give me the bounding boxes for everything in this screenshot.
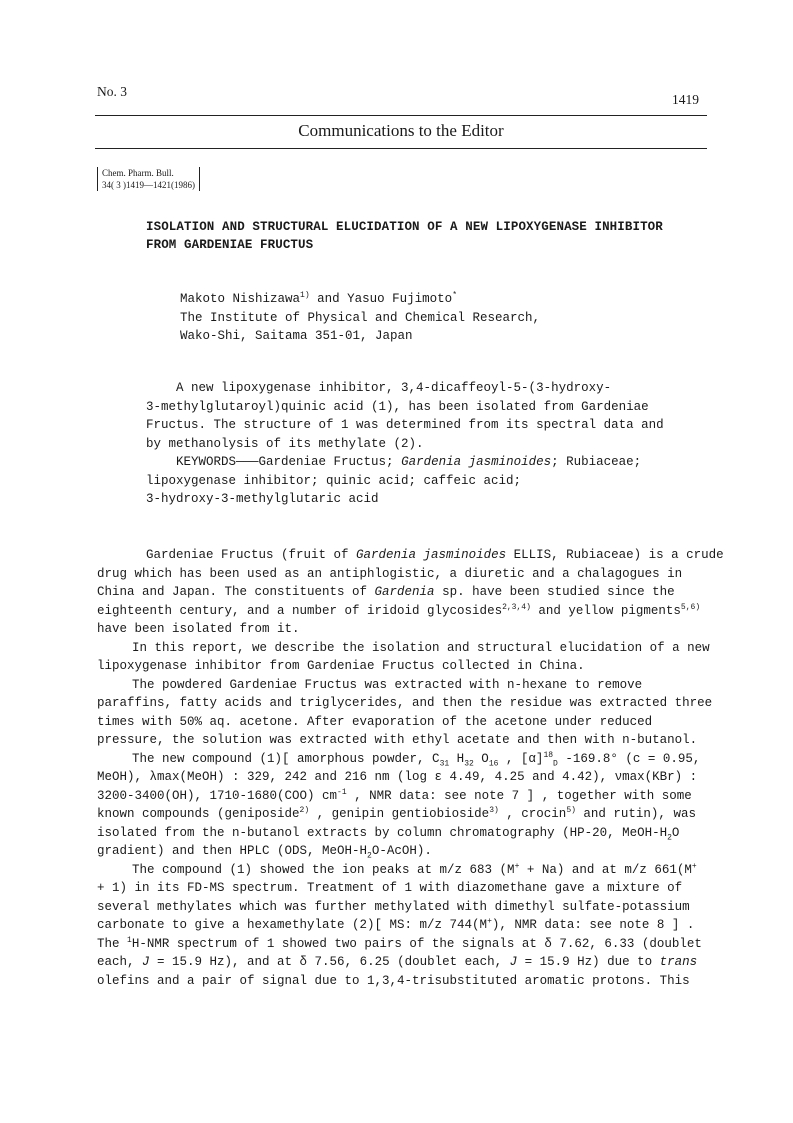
author-and: and	[309, 292, 348, 306]
author-2: Yasuo Fujimoto	[347, 292, 453, 306]
body-line: paraffins, fatty acids and triglycerides, and then the residue was extracted three	[97, 696, 713, 710]
header-rule-top	[95, 115, 707, 116]
title-line-1: ISOLATION AND STRUCTURAL ELUCIDATION OF A NEW LIPOXYGENASE INHIBITOR	[146, 220, 663, 234]
body-line: each, J = 15.9 Hz), and at δ 7.56, 6.25 (doublet each, J = 15.9 Hz) due to trans	[97, 955, 698, 969]
keywords-dash: ———	[236, 455, 259, 469]
body-text	[97, 546, 724, 990]
keywords-label: KEYWORDS	[146, 455, 237, 469]
journal-issue: No. 3	[97, 84, 127, 99]
body-line: pressure, the solution was extracted with ethyl acetate and then with n-butanol.	[97, 733, 698, 747]
title-line-2: FROM GARDENIAE FRUCTUS	[146, 238, 314, 252]
header-rule-bottom	[95, 148, 707, 149]
body-line: carbonate to give a hexamethylate (2)[ MS: m/z 744(M+), NMR data: see note 8 ] .	[97, 916, 695, 932]
abstract-line: 3-methylglutaroyl)quinic acid (1), has been isolated from Gardeniae	[146, 399, 649, 414]
author-2-note: *	[452, 290, 457, 300]
body-line: olefins and a pair of signal due to 1,3,4-trisubstituted aromatic protons. This	[97, 973, 690, 988]
page-number: 1419	[672, 92, 699, 107]
body-line: In this report, we describe the isolation and structural elucidation of a new	[132, 640, 710, 655]
abstract-line: A new lipoxygenase inhibitor, 3,4-dicaffeoyl-5-(3-hydroxy-	[146, 381, 612, 395]
author-block	[180, 290, 540, 346]
author-institute: The Institute of Physical and Chemical Research,	[180, 310, 541, 325]
author-names	[180, 290, 540, 309]
citation-volume: 34( 3 )1419—1421(1986)	[102, 180, 195, 190]
author-1-note: 1)	[300, 290, 310, 300]
body-line: China and Japan. The constituents of Gardenia sp. have been studied since the	[97, 585, 675, 599]
citation-box	[97, 167, 200, 191]
body-line: + 1) in its FD-MS spectrum. Treatment of 1 with diazomethane gave a mixture of	[97, 881, 683, 895]
keyword-text: ; Rubiaceae;	[551, 455, 642, 469]
body-line: 3200-3400(OH), 1710-1680(COO) $cm^{-1}$ , NMR data: see note 7 ] , together with some	[97, 787, 692, 803]
body-line: isolated from the n-butanol extracts by column chromatography (HP-20, MeOH-$H_2O$	[97, 825, 680, 842]
body-line: MeOH), λmax(MeOH) : 329, 242 and 216 nm (log ε 4.49, 4.25 and 4.42), νmax(KBr) :	[97, 770, 698, 784]
body-line: several methylates which was further methylated with dimethyl sulfate-potassium	[97, 899, 690, 914]
body-line: The $^1$H-NMR spectrum of 1 showed two pairs of the signals at δ 7.62, 6.33 (doublet	[97, 935, 702, 951]
abstract	[146, 379, 706, 509]
body-line: eighteenth century, and a number of iridoid glycosides$^{2,3,4)}$ and yellow pigments$^{5,6)}$	[97, 602, 701, 618]
body-line: lipoxygenase inhibitor from Gardeniae Fructus collected in China.	[97, 659, 585, 673]
abstract-line: by methanolysis of its methylate (2).	[146, 436, 424, 451]
keywords-line	[146, 453, 706, 472]
body-line: Gardeniae Fructus (fruit of Gardenia jasminoides ELLIS, Rubiaceae) is a crude	[146, 548, 724, 562]
body-line: gradient) and then HPLC (ODS, MeOH-$H_2O-AcOH$).	[97, 844, 432, 861]
body-line: The compound (1) showed the ion peaks at m/z 683 (M+ + Na) and at m/z 661(M+	[132, 861, 697, 877]
article-title	[146, 218, 663, 254]
author-address: Wako-Shi, Saitama 351-01, Japan	[180, 329, 413, 343]
body-line: times with 50% aq. acetone. After evaporation of the acetone under reduced	[97, 714, 653, 729]
body-line: have been isolated from it.	[97, 622, 300, 636]
keywords-line: 3-hydroxy-3-methylglutaric acid	[146, 492, 379, 506]
body-line: drug which has been used as an antiphlogistic, a diuretic and a chalagogues in	[97, 566, 683, 581]
section-title: Communications to the Editor	[298, 121, 504, 140]
body-line: The powdered Gardeniae Fructus was extracted with n-hexane to remove	[132, 677, 643, 692]
abstract-line: Fructus. The structure of 1 was determined from its spectral data and	[146, 418, 664, 432]
keyword-text: Gardeniae Fructus;	[258, 455, 402, 469]
keyword-species: Gardenia jasminoides	[401, 455, 552, 469]
author-1: Makoto Nishizawa	[180, 292, 301, 306]
body-line: The new compound (1)[ amorphous powder, $C_{31}$ $H_{32}$ $O_{16}$ , $[\alpha]^{18}_D$ -169.8° (c = 0.95,	[132, 750, 701, 768]
body-line: known compounds (geniposide$^{2)}$ , genipin gentiobioside$^{3)}$ , crocin$^{5)}$ and rutin), was	[97, 805, 696, 821]
keywords-line: lipoxygenase inhibitor; quinic acid; caffeic acid;	[146, 473, 522, 488]
citation-journal: Chem. Pharm. Bull.	[102, 168, 174, 178]
